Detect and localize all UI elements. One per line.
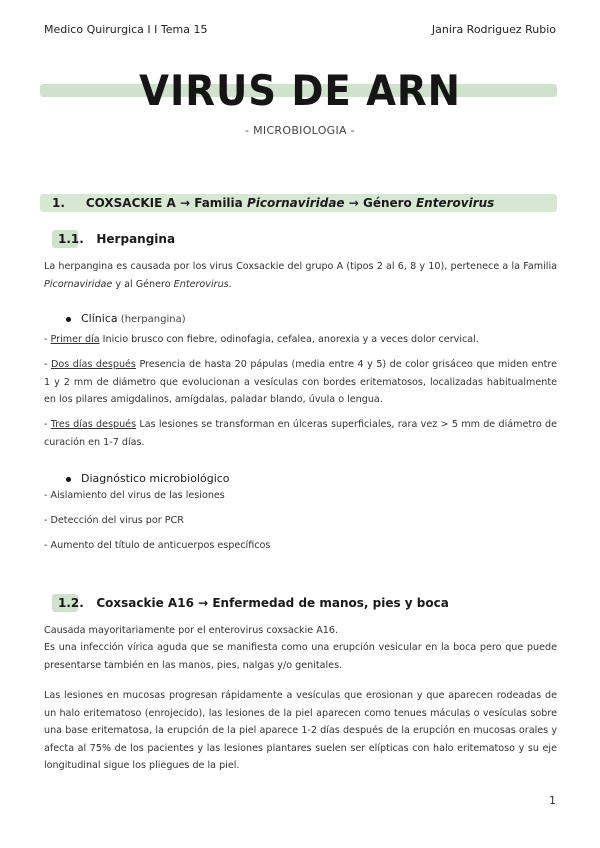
subsection-number: 1.1. (58, 232, 84, 246)
subsection-heading (58, 232, 175, 246)
clinica-suffix: (herpangina) (117, 314, 186, 325)
diagnostico-item: - Detección del virus por PCR (44, 515, 184, 526)
clinica-item: - Dos días después Presencia de hasta 20 pápulas (media entre 4 y 5) de color grisáceo que miden entre 1 y 2 mm de diámetro que evolucionan a vesículas con bordes eritematosos, localizadas habitualmente en los pilares amigdalinos, amígdalas, paladar blando, úvula o lengua. (44, 359, 557, 405)
diagnostico-item: - Aumento del título de anticuerpos específicos (44, 540, 271, 551)
header-left: Medico Quirurgica I I Tema 15 (44, 23, 208, 36)
a16-paragraph: Las lesiones en mucosas progresan rápidamente a vesículas que erosionan y que aparecen rodeadas de un halo eritematoso (enrojecido), las lesiones de la piel aparecen como tenues máculas o vesículas sobre una base eritematosa, la erupción de la piel aparece 1-2 días después de la erupción en mucosas orales y afecta al 75% de los pacientes y las lesiones plantares suelen ser elípticas con halo eritematoso y su eje longitudinal sigue los pliegues de la piel. (44, 690, 557, 771)
section-heading (52, 196, 494, 210)
page-title: VIRUS DE ARN (139, 66, 461, 115)
section-family: Picornaviridae (246, 196, 345, 210)
bullet-dot (66, 477, 71, 482)
header-right: Janira Rodriguez Rubio (431, 23, 556, 36)
section-genus: Enterovirus (415, 196, 495, 210)
subsection-title: Herpangina (96, 232, 176, 246)
herpangina-intro: La herpangina es causada por los virus Coxsackie del grupo A (tipos 2 al 6, 8 y 10), pertenece a la Familia Picornaviridae y al Género Enterovirus. (44, 261, 557, 290)
clinica-bullet (66, 312, 186, 325)
diagnostico-bullet (66, 472, 230, 485)
section-number: 1. (52, 196, 65, 210)
section-text: → Género (344, 196, 416, 210)
a16-paragraph: Causada mayoritariamente por el enterovirus coxsackie A16. (44, 625, 339, 636)
clinica-item: - Tres días después Las lesiones se transforman en úlceras superficiales, rara vez > 5 mm de diámetro de curación en 1-7 días. (44, 419, 557, 448)
bullet-dot (66, 317, 71, 322)
clinica-item: - Primer día Inicio brusco con fiebre, odinofagia, cefalea, anorexia y a veces dolor cervical. (44, 334, 479, 345)
section-text: COXSACKIE A → Familia (85, 196, 247, 210)
diagnostico-label: Diagnóstico microbiológico (81, 472, 230, 485)
subsection-number: 1.2. (58, 596, 84, 610)
page-subtitle: - MICROBIOLOGIA - (245, 124, 355, 137)
a16-paragraph: Es una infección vírica aguda que se manifiesta como una erupción vesicular en la boca pero que puede presentarse también en las manos, pies, nalgas y/o genitales. (44, 642, 557, 671)
subsection-title: Coxsackie A16 → Enfermedad de manos, pies y boca (96, 596, 449, 610)
subsection-heading (58, 596, 449, 610)
diagnostico-item: - Aislamiento del virus de las lesiones (44, 490, 225, 501)
page-number: 1 (549, 794, 556, 807)
clinica-label: Clínica (81, 312, 118, 325)
